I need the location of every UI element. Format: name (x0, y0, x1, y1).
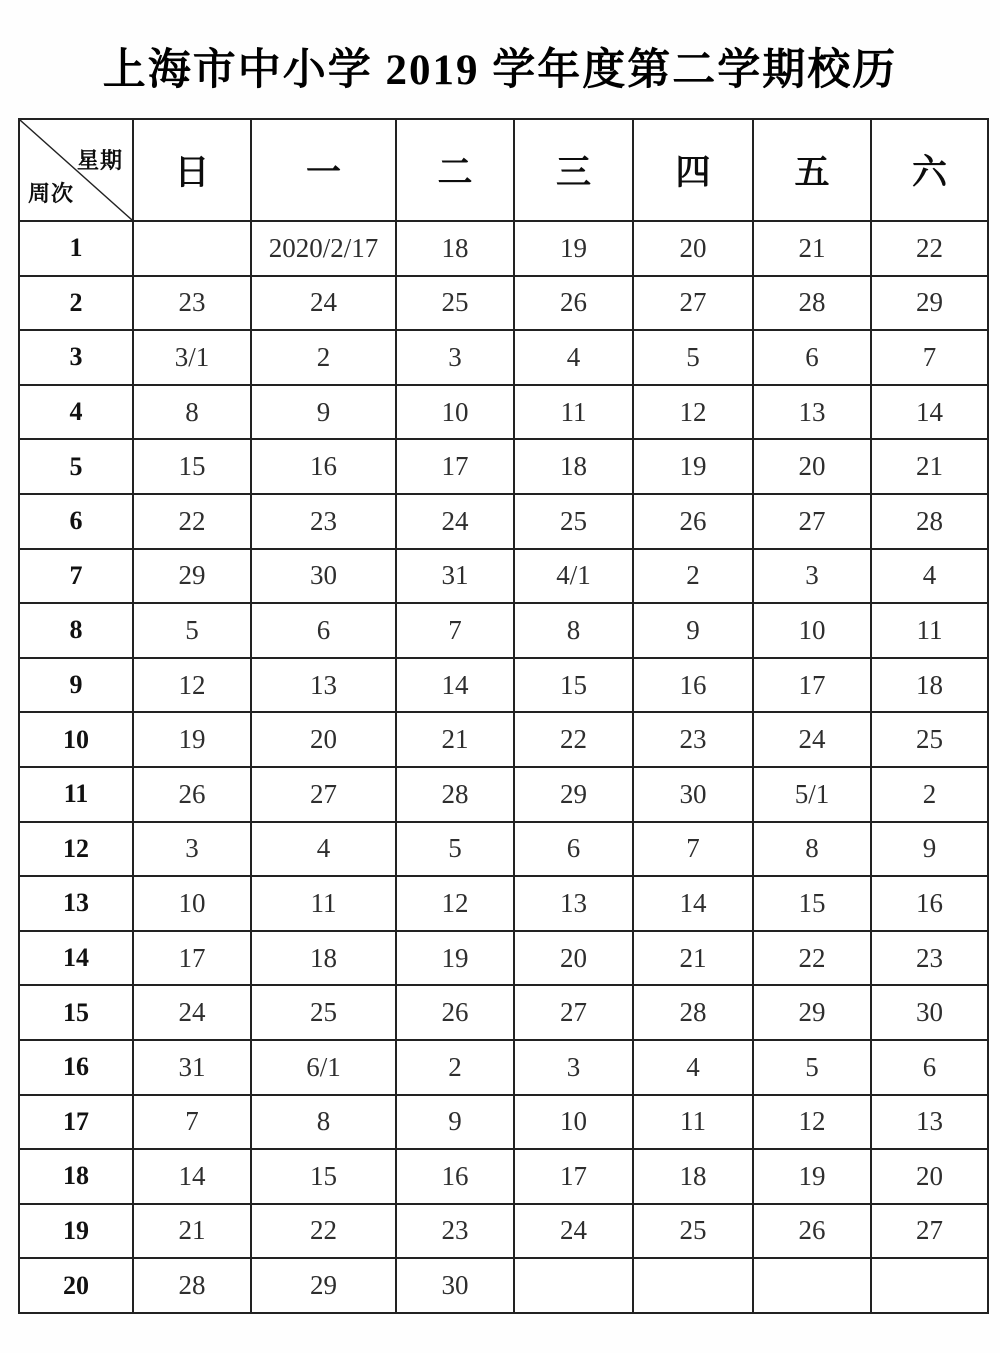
date-cell: 7 (633, 822, 753, 877)
weekday-header-thu: 四 (633, 119, 753, 221)
week-number-cell: 5 (19, 439, 133, 494)
date-cell: 3 (396, 330, 514, 385)
corner-label-weekday: 星期 (76, 148, 123, 173)
week-number-cell: 10 (19, 712, 133, 767)
date-cell: 8 (514, 603, 633, 658)
date-cell: 9 (633, 603, 753, 658)
date-cell: 19 (514, 221, 633, 276)
corner-cell (19, 119, 133, 221)
week-number-cell: 9 (19, 658, 133, 713)
date-cell: 25 (251, 985, 396, 1040)
week-row (19, 712, 988, 767)
week-row (19, 439, 988, 494)
week-number-cell: 1 (19, 221, 133, 276)
date-cell: 13 (871, 1095, 988, 1150)
date-cell: 12 (753, 1095, 871, 1150)
date-cell: 12 (633, 385, 753, 440)
date-cell: 6 (251, 603, 396, 658)
date-cell: 31 (133, 1040, 251, 1095)
date-cell: 20 (251, 712, 396, 767)
date-cell: 26 (753, 1204, 871, 1259)
date-cell: 30 (251, 549, 396, 604)
date-cell: 8 (133, 385, 251, 440)
date-cell: 11 (633, 1095, 753, 1150)
page-title: 上海市中小学 2019 学年度第二学期校历 (102, 47, 898, 94)
date-cell (514, 1258, 633, 1313)
date-cell: 26 (633, 494, 753, 549)
date-cell: 4 (871, 549, 988, 604)
weekday-header-fri: 五 (753, 119, 871, 221)
date-cell: 23 (133, 276, 251, 331)
date-cell: 22 (514, 712, 633, 767)
date-cell: 14 (633, 876, 753, 931)
date-cell: 12 (133, 658, 251, 713)
weekday-header-tue: 二 (396, 119, 514, 221)
date-cell: 5 (133, 603, 251, 658)
date-cell: 25 (514, 494, 633, 549)
date-cell: 31 (396, 549, 514, 604)
date-cell: 23 (396, 1204, 514, 1259)
date-cell: 26 (514, 276, 633, 331)
week-number-cell: 14 (19, 931, 133, 986)
date-cell: 3 (133, 822, 251, 877)
date-cell: 24 (514, 1204, 633, 1259)
date-cell: 11 (251, 876, 396, 931)
date-cell: 27 (514, 985, 633, 1040)
week-number-cell: 17 (19, 1095, 133, 1150)
date-cell: 5 (396, 822, 514, 877)
date-cell: 21 (396, 712, 514, 767)
date-cell: 13 (514, 876, 633, 931)
date-cell: 7 (396, 603, 514, 658)
date-cell: 18 (514, 439, 633, 494)
date-cell: 24 (133, 985, 251, 1040)
date-cell: 24 (251, 276, 396, 331)
date-cell: 2 (871, 767, 988, 822)
date-cell: 30 (871, 985, 988, 1040)
date-cell: 5/1 (753, 767, 871, 822)
date-cell: 19 (396, 931, 514, 986)
week-number-cell: 16 (19, 1040, 133, 1095)
date-cell: 6 (514, 822, 633, 877)
date-cell: 3 (753, 549, 871, 604)
week-number-cell: 7 (19, 549, 133, 604)
weekday-header-sat: 六 (871, 119, 988, 221)
corner-label-week: 周次 (28, 181, 75, 206)
date-cell: 14 (871, 385, 988, 440)
weekday-header-mon: 一 (251, 119, 396, 221)
date-cell: 7 (871, 330, 988, 385)
date-cell: 15 (753, 876, 871, 931)
week-row (19, 931, 988, 986)
date-cell: 16 (396, 1149, 514, 1204)
week-number-cell: 4 (19, 385, 133, 440)
date-cell: 24 (753, 712, 871, 767)
week-row (19, 603, 988, 658)
date-cell: 25 (871, 712, 988, 767)
date-cell: 23 (633, 712, 753, 767)
date-cell: 27 (871, 1204, 988, 1259)
date-cell: 8 (753, 822, 871, 877)
week-row (19, 1204, 988, 1259)
date-cell: 17 (753, 658, 871, 713)
date-cell: 6 (753, 330, 871, 385)
date-cell: 18 (633, 1149, 753, 1204)
date-cell: 11 (871, 603, 988, 658)
date-cell: 16 (633, 658, 753, 713)
date-cell: 2020/2/17 (251, 221, 396, 276)
week-row (19, 385, 988, 440)
date-cell: 28 (753, 276, 871, 331)
date-cell: 17 (133, 931, 251, 986)
date-cell: 14 (396, 658, 514, 713)
date-cell: 24 (396, 494, 514, 549)
calendar-body (19, 221, 988, 1313)
week-number-cell: 15 (19, 985, 133, 1040)
week-number-cell: 8 (19, 603, 133, 658)
date-cell: 10 (753, 603, 871, 658)
date-cell: 19 (133, 712, 251, 767)
date-cell: 21 (633, 931, 753, 986)
date-cell: 18 (871, 658, 988, 713)
date-cell: 4 (251, 822, 396, 877)
date-cell: 3 (514, 1040, 633, 1095)
date-cell: 4 (633, 1040, 753, 1095)
date-cell: 29 (514, 767, 633, 822)
date-cell: 16 (871, 876, 988, 931)
week-number-cell: 19 (19, 1204, 133, 1259)
week-number-cell: 12 (19, 822, 133, 877)
date-cell: 19 (633, 439, 753, 494)
date-cell: 28 (396, 767, 514, 822)
date-cell (871, 1258, 988, 1313)
date-cell: 19 (753, 1149, 871, 1204)
date-cell: 16 (251, 439, 396, 494)
week-row (19, 767, 988, 822)
date-cell: 21 (133, 1204, 251, 1259)
header-row (19, 119, 988, 221)
date-cell: 10 (396, 385, 514, 440)
date-cell: 23 (251, 494, 396, 549)
date-cell: 28 (871, 494, 988, 549)
date-cell: 17 (396, 439, 514, 494)
date-cell: 8 (251, 1095, 396, 1150)
week-number-cell: 3 (19, 330, 133, 385)
week-number-cell: 6 (19, 494, 133, 549)
date-cell: 29 (251, 1258, 396, 1313)
week-number-cell: 20 (19, 1258, 133, 1313)
date-cell: 5 (633, 330, 753, 385)
date-cell (633, 1258, 753, 1313)
date-cell: 15 (514, 658, 633, 713)
week-row (19, 1258, 988, 1313)
date-cell: 29 (753, 985, 871, 1040)
week-row (19, 1095, 988, 1150)
week-number-cell: 13 (19, 876, 133, 931)
date-cell: 6/1 (251, 1040, 396, 1095)
date-cell: 22 (133, 494, 251, 549)
date-cell: 7 (133, 1095, 251, 1150)
date-cell: 12 (396, 876, 514, 931)
date-cell: 13 (753, 385, 871, 440)
date-cell: 6 (871, 1040, 988, 1095)
week-row (19, 658, 988, 713)
week-row (19, 221, 988, 276)
date-cell: 11 (514, 385, 633, 440)
date-cell: 18 (396, 221, 514, 276)
date-cell: 10 (514, 1095, 633, 1150)
date-cell: 22 (753, 931, 871, 986)
date-cell: 21 (871, 439, 988, 494)
date-cell: 28 (633, 985, 753, 1040)
date-cell: 27 (633, 276, 753, 331)
week-row (19, 1040, 988, 1095)
week-row (19, 1149, 988, 1204)
date-cell: 21 (753, 221, 871, 276)
week-row (19, 822, 988, 877)
date-cell: 18 (251, 931, 396, 986)
date-cell: 17 (514, 1149, 633, 1204)
date-cell: 20 (514, 931, 633, 986)
weekday-header-wed: 三 (514, 119, 633, 221)
week-row (19, 494, 988, 549)
date-cell: 22 (871, 221, 988, 276)
calendar-table (18, 118, 989, 1314)
date-cell (133, 221, 251, 276)
date-cell: 2 (396, 1040, 514, 1095)
date-cell: 9 (396, 1095, 514, 1150)
date-cell: 20 (753, 439, 871, 494)
week-number-cell: 2 (19, 276, 133, 331)
weekday-header-sun: 日 (133, 119, 251, 221)
date-cell: 10 (133, 876, 251, 931)
date-cell: 15 (251, 1149, 396, 1204)
date-cell: 4 (514, 330, 633, 385)
date-cell: 25 (396, 276, 514, 331)
week-row (19, 276, 988, 331)
date-cell: 23 (871, 931, 988, 986)
date-cell: 27 (251, 767, 396, 822)
week-number-cell: 18 (19, 1149, 133, 1204)
date-cell: 20 (871, 1149, 988, 1204)
date-cell: 9 (251, 385, 396, 440)
date-cell: 20 (633, 221, 753, 276)
date-cell: 22 (251, 1204, 396, 1259)
week-number-cell: 11 (19, 767, 133, 822)
date-cell (753, 1258, 871, 1313)
date-cell: 4/1 (514, 549, 633, 604)
date-cell: 29 (133, 549, 251, 604)
date-cell: 15 (133, 439, 251, 494)
date-cell: 5 (753, 1040, 871, 1095)
date-cell: 3/1 (133, 330, 251, 385)
date-cell: 30 (633, 767, 753, 822)
week-row (19, 330, 988, 385)
date-cell: 2 (633, 549, 753, 604)
date-cell: 27 (753, 494, 871, 549)
date-cell: 26 (396, 985, 514, 1040)
date-cell: 9 (871, 822, 988, 877)
week-row (19, 876, 988, 931)
date-cell: 13 (251, 658, 396, 713)
week-row (19, 985, 988, 1040)
date-cell: 26 (133, 767, 251, 822)
date-cell: 2 (251, 330, 396, 385)
date-cell: 28 (133, 1258, 251, 1313)
date-cell: 14 (133, 1149, 251, 1204)
date-cell: 30 (396, 1258, 514, 1313)
date-cell: 25 (633, 1204, 753, 1259)
date-cell: 29 (871, 276, 988, 331)
week-row (19, 549, 988, 604)
